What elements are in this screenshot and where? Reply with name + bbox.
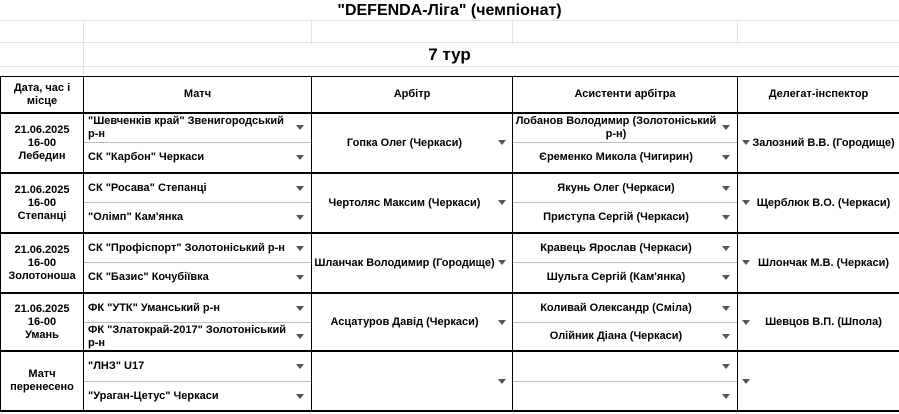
dropdown-arrow-icon[interactable] <box>296 155 304 160</box>
dropdown-arrow-icon[interactable] <box>296 125 304 130</box>
match-place: Золотоноша <box>8 269 76 282</box>
assistant-1-name: Якунь Олег (Черкаси) <box>557 181 675 194</box>
delegate-name: Залозний В.В. (Городище) <box>752 136 895 149</box>
dropdown-arrow-icon[interactable] <box>722 334 730 339</box>
team-away-name: СК "Базис" Кочубіївка <box>88 271 209 283</box>
dropdown-arrow-icon[interactable] <box>296 334 304 339</box>
match-date: 21.06.2025 <box>14 302 70 315</box>
dropdown-arrow-icon[interactable] <box>742 379 750 384</box>
dropdown-arrow-icon[interactable] <box>498 140 506 145</box>
referee-select[interactable] <box>312 174 497 232</box>
referee-name: Шланчак Володимир (Городище) <box>314 256 495 269</box>
match-place: Степанці <box>17 209 67 222</box>
referee-select[interactable] <box>312 234 497 292</box>
team-home-select[interactable] <box>84 234 294 262</box>
delegate-select[interactable] <box>738 234 899 292</box>
assistant-2-name: Шульга Сергій (Кам'янка) <box>546 271 686 283</box>
dropdown-arrow-icon[interactable] <box>296 394 304 399</box>
match-date: 21.06.2025 <box>14 243 70 256</box>
dropdown-arrow-icon[interactable] <box>742 320 750 325</box>
dropdown-arrow-icon[interactable] <box>722 186 730 191</box>
match-date-cell <box>1 352 83 410</box>
match-date-cell <box>1 234 83 292</box>
dropdown-arrow-icon[interactable] <box>296 246 304 251</box>
team-away-select[interactable] <box>84 382 294 410</box>
match-date: Матч <box>28 368 56 380</box>
dropdown-arrow-icon[interactable] <box>296 306 304 311</box>
round-label: 7 тур <box>428 45 471 64</box>
column-header-match: Матч <box>183 88 212 100</box>
team-home-name: СК "Росава" Степанці <box>88 181 207 194</box>
dropdown-arrow-icon[interactable] <box>722 155 730 160</box>
delegate-select[interactable] <box>738 294 899 350</box>
match-time: перенесено <box>10 381 74 393</box>
referee-select[interactable] <box>312 352 497 410</box>
team-away-name: СК "Карбон" Черкаси <box>88 151 205 163</box>
match-date-cell <box>1 294 83 350</box>
team-away-select[interactable] <box>84 143 294 172</box>
match-date: 21.06.2025 <box>14 123 70 136</box>
match-date: 21.06.2025 <box>14 183 70 196</box>
delegate-name: Щерблюк В.О. (Черкаси) <box>756 196 891 209</box>
assistant-2-name: Єременко Микола (Чигирин) <box>539 151 693 163</box>
team-home-name: "ЛНЗ" U17 <box>88 360 145 372</box>
match-time: 16-00 <box>27 315 57 328</box>
match-date-cell <box>1 174 83 232</box>
team-home-select[interactable] <box>84 294 294 322</box>
team-away-select[interactable] <box>84 203 294 232</box>
dropdown-arrow-icon[interactable] <box>742 260 750 265</box>
assistant-2-name: Олійник Діана (Черкаси) <box>549 330 683 342</box>
delegate-select[interactable] <box>738 114 899 172</box>
page-title: "DEFENDA-Ліга" (чемпіонат) <box>337 2 562 19</box>
dropdown-arrow-icon[interactable] <box>722 275 730 280</box>
dropdown-arrow-icon[interactable] <box>722 125 730 130</box>
dropdown-arrow-icon[interactable] <box>498 200 506 205</box>
team-home-name: ФК "УТК" Уманський р-н <box>88 301 220 314</box>
match-time: 16-00 <box>27 256 57 269</box>
team-home-select[interactable] <box>84 352 294 381</box>
assistant-1-name: Коливай Олександр (Сміла) <box>540 301 692 314</box>
referee-name: Асцатуров Давід (Черкаси) <box>330 315 479 328</box>
assistant-1-select[interactable] <box>513 352 719 381</box>
dropdown-arrow-icon[interactable] <box>722 394 730 399</box>
dropdown-arrow-icon[interactable] <box>498 379 506 384</box>
delegate-select[interactable] <box>738 174 899 232</box>
team-home-name: "Шевченків край" Звенигородський р-н <box>88 115 284 140</box>
assistant-2-select[interactable] <box>513 382 719 410</box>
match-time: 16-00 <box>27 136 57 149</box>
referee-select[interactable] <box>312 294 497 350</box>
assistant-2-name: Приступа Сергій (Черкаси) <box>543 211 689 223</box>
team-home-name: СК "Профіспорт" Золотоніський р-н <box>88 241 285 254</box>
dropdown-arrow-icon[interactable] <box>722 246 730 251</box>
match-place: Лебедин <box>18 149 66 162</box>
dropdown-arrow-icon[interactable] <box>722 306 730 311</box>
team-away-name: "Ураган-Цетус" Черкаси <box>88 389 219 402</box>
assistant-1-select[interactable] <box>513 294 719 322</box>
dropdown-arrow-icon[interactable] <box>722 364 730 369</box>
dropdown-arrow-icon[interactable] <box>296 186 304 191</box>
dropdown-arrow-icon[interactable] <box>296 215 304 220</box>
dropdown-arrow-icon[interactable] <box>498 260 506 265</box>
match-place: Умань <box>25 328 59 341</box>
assistant-1-select[interactable] <box>513 114 719 142</box>
assistant-2-select[interactable] <box>513 203 719 232</box>
assistant-1-select[interactable] <box>513 174 719 202</box>
assistant-2-select[interactable] <box>513 323 719 350</box>
referee-select[interactable] <box>312 114 497 172</box>
column-header-referee: Арбітр <box>393 88 431 100</box>
dropdown-arrow-icon[interactable] <box>498 320 506 325</box>
assistant-1-name: Кравець Ярослав (Черкаси) <box>540 241 692 254</box>
delegate-name: Шлончак М.В. (Черкаси) <box>758 256 889 269</box>
team-away-name: ФК "Златокрай-2017" Золотоніський р-н <box>88 323 287 349</box>
team-away-name: "Олімп" Кам'янка <box>88 211 184 223</box>
dropdown-arrow-icon[interactable] <box>296 364 304 369</box>
team-away-select[interactable] <box>84 263 294 292</box>
match-date-cell <box>1 114 83 172</box>
referee-name: Гопка Олег (Черкаси) <box>346 136 463 149</box>
delegate-select[interactable] <box>738 352 899 410</box>
column-header-assistants: Асистенти арбітра <box>574 88 676 100</box>
dropdown-arrow-icon[interactable] <box>296 275 304 280</box>
assistant-1-name: Лобанов Володимир (Золотоніський р-н) <box>515 115 717 140</box>
team-home-select[interactable] <box>84 174 294 202</box>
assistant-2-select[interactable] <box>513 143 719 172</box>
column-header-date: Дата, час і місце <box>13 81 71 107</box>
dropdown-arrow-icon[interactable] <box>742 200 750 205</box>
column-header-delegate: Делегат-інспектор <box>768 88 869 100</box>
dropdown-arrow-icon[interactable] <box>722 215 730 220</box>
assistant-1-select[interactable] <box>513 234 719 262</box>
assistant-2-select[interactable] <box>513 263 719 292</box>
match-time: 16-00 <box>27 196 57 209</box>
referee-name: Чертоляс Максим (Черкаси) <box>328 196 481 209</box>
team-home-select[interactable] <box>84 114 294 142</box>
team-away-select[interactable] <box>84 323 294 350</box>
delegate-name: Шевцов В.П. (Шпола) <box>765 315 882 328</box>
dropdown-arrow-icon[interactable] <box>742 140 750 145</box>
